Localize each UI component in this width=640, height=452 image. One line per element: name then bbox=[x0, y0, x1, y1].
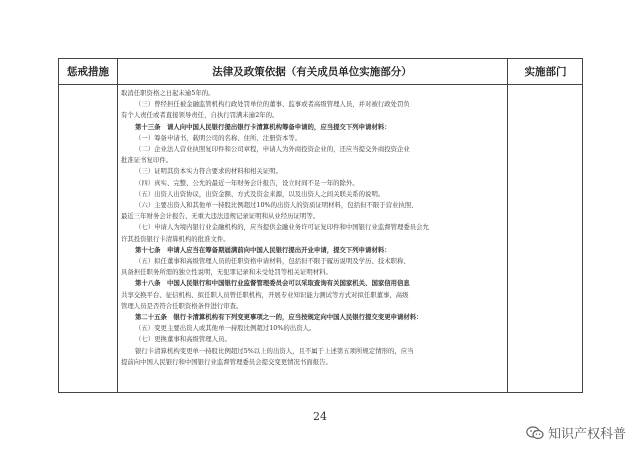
article-heading: 第二十五条 银行卡清算机构有下列变更事项之一的，应当按规定向中国人民银行提交变更申请材料： bbox=[135, 313, 423, 322]
article-heading: 第十七条 申请人应当在筹备期届满前向中国人民银行提出开业申请，提交下列申请材料： bbox=[135, 245, 391, 254]
text-line: 共享交换平台、征信机构、拟任职人员曾任职机构，开展专业知识能力测试等方式对拟任职董事、高级 bbox=[121, 290, 409, 299]
legal-basis-text bbox=[121, 88, 503, 368]
text-line: （五）变更主要出资人或其他单一持股比例超过10%的出资人。 bbox=[135, 324, 316, 333]
column-divider bbox=[507, 59, 508, 392]
article-heading: 第十三条 请人向中国人民银行提出银行卡清算机构筹备申请的，应当提交下列申请材料： bbox=[135, 122, 391, 131]
text-line: （三）曾经担任被金融监管机构行政处罚单位的董事、监事或者高级管理人员，并对被行政处罚负 bbox=[135, 100, 410, 109]
text-line: 有个人责任或者直接领导责任，自执行罚满未逾2年的。 bbox=[121, 111, 279, 120]
text-line: （五）拟任董事和高级管理人员的任职资格申请材料，包括但不限于履历说明及学历、技术职称、 bbox=[135, 257, 410, 266]
text-line: （三）证明其资本实力符合要求的材料和相关证明。 bbox=[135, 167, 282, 176]
text-line: （一）筹备申请书，载明公司的名称、住所、注册资本等。 bbox=[135, 133, 302, 142]
text-line: 银行卡清算机构变更单一持股比例超过5%以上的出资人，且不属于上述第五项所规定情形的，应当 bbox=[135, 346, 414, 355]
text-line: （五）出资人出资协议，出资金额、方式及资金来源，以及出资人之间关联关系的说明。 bbox=[135, 189, 385, 198]
table-header bbox=[59, 59, 582, 85]
header-punishment-measures: 惩戒措施 bbox=[67, 66, 109, 78]
text-line: 管理人员是否符合任职资格条件进行审查。 bbox=[121, 301, 243, 310]
watermark bbox=[526, 423, 626, 442]
text-line: 批准证书复印件。 bbox=[121, 156, 173, 165]
text-line: 最近三年财务会计报告、无重大违法违规记录证明和从业经历证明等。 bbox=[121, 212, 320, 221]
text-line: （四）真实、完整、公允的最近一年财务会计报告，设立时间不足一年的除外。 bbox=[135, 178, 359, 187]
article-heading: 第十八条 中国人民银行和中国银行业监督管理委员会可以采取查询有关国家机关、国家信用信息 bbox=[135, 279, 410, 288]
text-line: （二）企业法人营业执照复印件和公司章程，申请人为外商投资企业的，还应当提交外商投资企业 bbox=[135, 145, 410, 154]
policy-table bbox=[58, 58, 583, 393]
text-line: （七）申请人为境内银行业金融机构的，应当提供金融业务许可证复印件和中国银行业监督管理委员会允 bbox=[135, 223, 429, 232]
text-line: 取消任职资格之日起未逾5年的。 bbox=[121, 89, 215, 97]
text-line: 具备担任职务所需的独立性说明，无犯罪记录和未受处罚等相关证明材料。 bbox=[121, 268, 332, 277]
header-implementing-department: 实施部门 bbox=[524, 66, 567, 78]
text-line: 提前向中国人民银行和中国银行业监督管理委员会提交变更情况书面报告。 bbox=[121, 357, 332, 366]
column-divider bbox=[117, 59, 118, 392]
header-legal-basis: 法律及政策依据（有关成员单位实施部分） bbox=[212, 66, 412, 78]
page-number: 24 bbox=[313, 410, 327, 423]
text-line: （六）主要出资人和其他单一持股比例超过10%的出资人的资质证明材料，包括但不限于营业执照、 bbox=[135, 201, 418, 210]
text-line: （七）更换董事和高级管理人员。 bbox=[135, 335, 231, 344]
watermark-text: 知识产权科普 bbox=[547, 427, 626, 442]
text-line: 许其投资银行卡清算机构的批准文件。 bbox=[121, 234, 230, 243]
wechat-icon bbox=[526, 426, 544, 440]
